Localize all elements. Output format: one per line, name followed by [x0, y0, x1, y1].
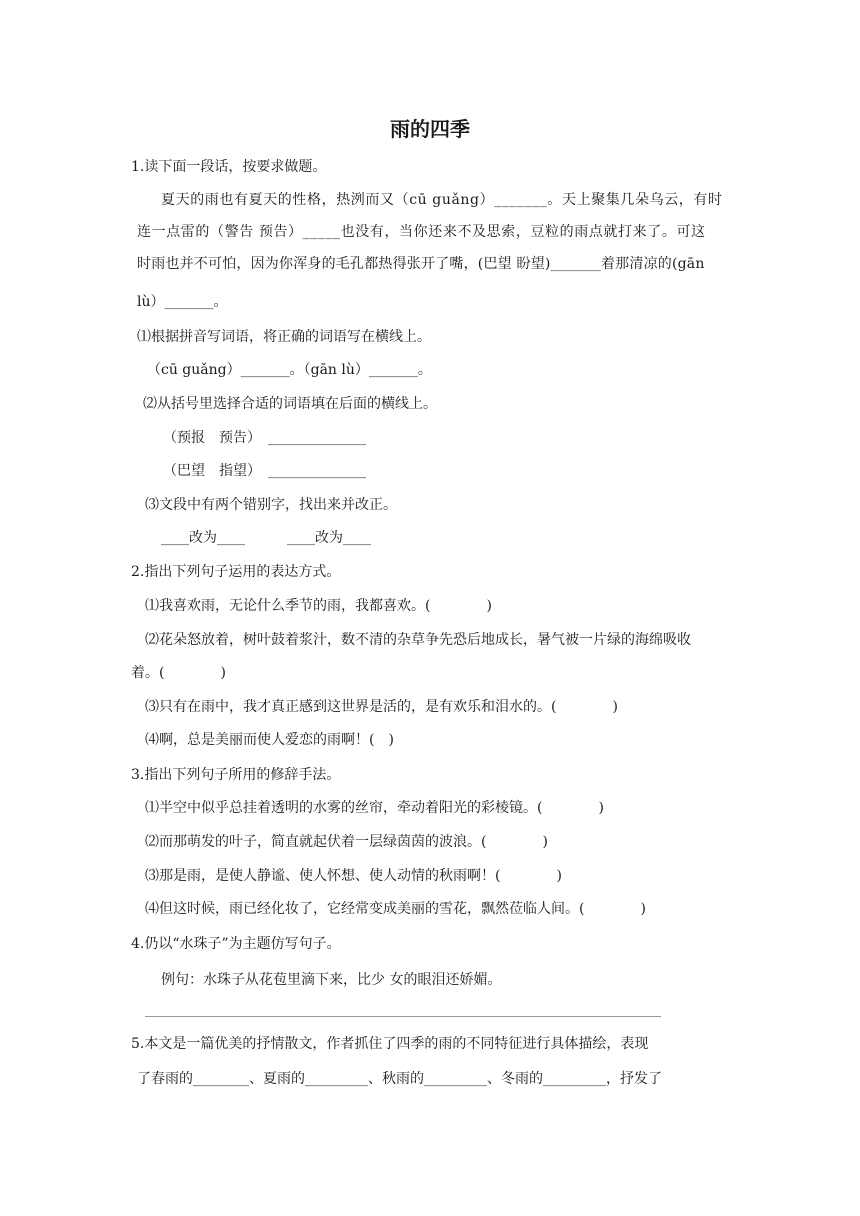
q1-sub1-answer: （cū guǎng）_______。（gān lù）_______。: [147, 362, 432, 378]
q2-sentence-2-line-2: 着。( ): [131, 665, 226, 681]
q1-sub2: ⑵从括号里选择合适的词语填在后面的横线上。: [143, 396, 437, 412]
q1-sub2-option-a: （预报 预告） ______________: [163, 430, 366, 446]
q2-heading: 2.指出下列句子运用的表达方式。: [131, 564, 341, 580]
q3-heading: 3.指出下列句子所用的修辞手法。: [131, 767, 341, 783]
q1-sub2-option-b: （巴望 指望） ______________: [163, 463, 366, 479]
q1-sub3: ⑶文段中有两个错别字，找出来并改正。: [145, 497, 397, 513]
q3-sentence-4: ⑷但这时候，雨已经化妆了，它经常变成美丽的雪花，飘然莅临人间。( ): [145, 901, 646, 917]
q4-heading: 4.仍以“水珠子”为主题仿写句子。: [131, 936, 341, 952]
q2-sentence-2-line-1: ⑵花朵怒放着，树叶鼓着浆汁，数不清的杂草争先恐后地成长，暑气被一片绿的海绵吸收: [145, 632, 691, 648]
q4-example: 例句：水珠子从花苞里滴下来，比少 女的眼泪还娇媚。: [161, 972, 502, 988]
q1-sub3-answer: ____改为____ ____改为____: [161, 530, 371, 546]
q2-sentence-3: ⑶只有在雨中，我才真正感到这世界是活的，是有欢乐和泪水的。( ): [145, 699, 618, 715]
q5-line-1: 5.本文是一篇优美的抒情散文，作者抓住了四季的雨的不同特征进行具体描绘，表现: [131, 1036, 649, 1052]
q2-sentence-4: ⑷啊，总是美丽而使人爱恋的雨啊！( ): [145, 732, 394, 748]
q3-sentence-3: ⑶那是雨，是使人静谧、使人怀想、使人动情的秋雨啊！( ): [145, 868, 562, 884]
q1-passage-line-3: 时雨也并不可怕，因为你浑身的毛孔都热得张开了嘴，(巴望 盼望)_______着那清凉的(gān: [137, 256, 705, 272]
q3-sentence-2: ⑵而那萌发的叶子，简直就起伏着一层绿茵茵的波浪。( ): [145, 834, 548, 850]
page-title: 雨的四季: [390, 117, 470, 141]
q5-line-2: 了春雨的________、夏雨的_________、秋雨的_________、冬雨的_________，抒发了: [137, 1071, 662, 1087]
q1-passage-line-2: 连一点雷的（警告 预告）_____也没有，当你还来不及思索，豆粒的雨点就打来了。可这: [137, 224, 706, 240]
q1-sub1: ⑴根据拼音写词语，将正确的词语写在横线上。: [137, 329, 431, 345]
q1-heading: 1.读下面一段话，按要求做题。: [131, 159, 327, 175]
q3-sentence-1: ⑴半空中似乎总挂着透明的水雾的丝帘，牵动着阳光的彩棱镜。( ): [145, 800, 604, 816]
q2-sentence-1: ⑴我喜欢雨，无论什么季节的雨，我都喜欢。( ): [145, 598, 492, 614]
q4-answer-line: [145, 1016, 661, 1017]
q1-passage-line-4: lù）_______。: [137, 294, 228, 310]
q1-passage-line-1: 夏天的雨也有夏天的性格，热洌而又（cū guǎng）_______。天上聚集几朵乌云，有时: [161, 192, 723, 208]
